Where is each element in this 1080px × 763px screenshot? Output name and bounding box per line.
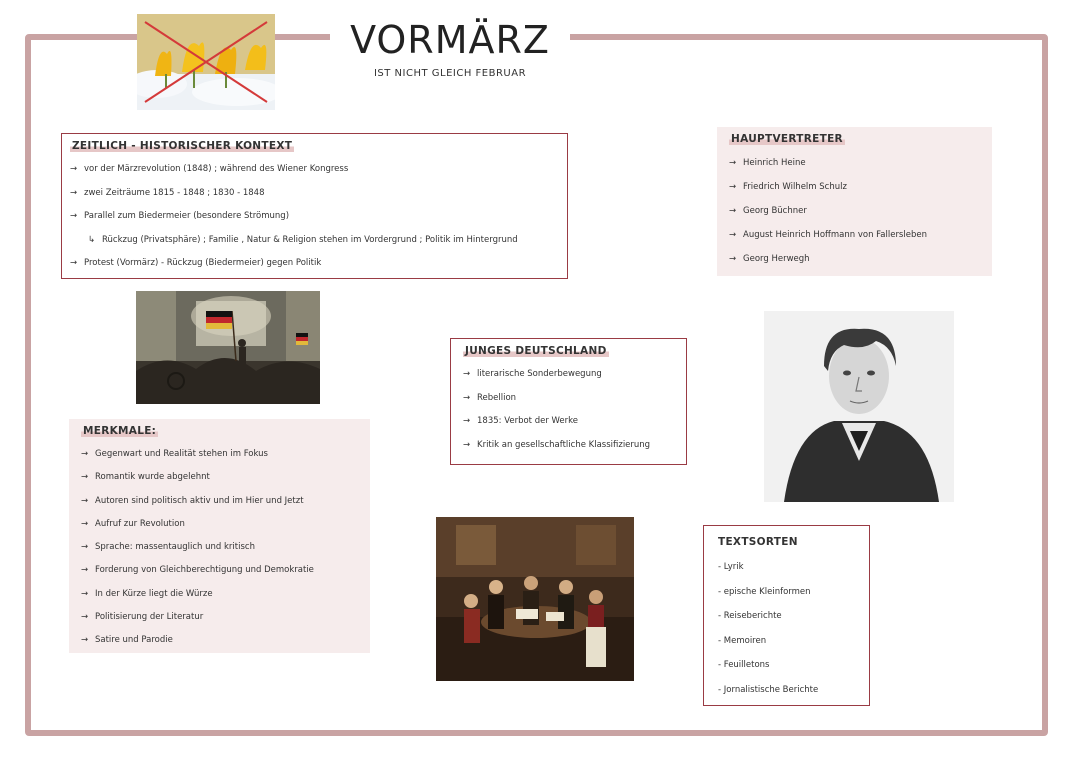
list-item: → Gegenwart und Realität stehen im Fokus — [81, 443, 362, 466]
list-item: - Feuilletons — [718, 660, 770, 670]
arrow-icon: → — [729, 158, 737, 168]
list-item: → literarische Sonderbewegung — [463, 363, 678, 387]
arrow-icon: → — [729, 182, 737, 192]
list-item: → vor der Märzrevolution (1848) ; während des Wiener Kongress — [70, 158, 559, 182]
arrow-icon: → — [81, 472, 89, 483]
list-item: → Protest (Vormärz) - Rückzug (Biedermeier) gegen Politik — [70, 252, 559, 276]
arrow-icon: → — [81, 635, 89, 646]
list-item: - Lyrik — [718, 562, 744, 572]
context-heading: ZEITLICH - HISTORISCHER KONTEXT — [72, 140, 293, 152]
list-item: → Satire und Parodie — [81, 629, 362, 652]
list-item: - Reiseberichte — [718, 611, 782, 621]
crossed-crocus-image — [137, 14, 275, 110]
list-item: → Rebellion — [463, 387, 678, 411]
arrow-icon: → — [463, 439, 471, 450]
young-germany-heading: JUNGES DEUTSCHLAND — [465, 345, 607, 357]
list-item: → Heinrich Heine — [729, 151, 984, 175]
list-item: → Politisierung der Literatur — [81, 606, 362, 629]
context-box — [61, 133, 568, 279]
list-item: → Georg Büchner — [729, 199, 984, 223]
page-title: VORMÄRZ — [330, 18, 570, 58]
list-item: - Jornalistische Berichte — [718, 684, 819, 695]
page-subtitle: IST NICHT GLEICH FEBRUAR — [373, 68, 527, 79]
arrow-icon: → — [70, 211, 78, 221]
list-item: → Aufruf zur Revolution — [81, 513, 362, 536]
list-item: - Memoiren — [718, 635, 767, 646]
arrow-icon: → — [81, 518, 89, 529]
list-item: → Georg Herwegh — [729, 247, 984, 271]
arrow-icon: → — [729, 254, 737, 264]
list-item: → zwei Zeiträume 1815 - 1848 ; 1830 - 1848 — [70, 182, 559, 206]
arrow-icon: → — [70, 164, 78, 174]
text-types-box — [703, 525, 870, 706]
main-authors-box — [717, 127, 992, 276]
list-item: ↳ Rückzug (Privatsphäre) ; Familie , Natur & Religion stehen im Vordergrund ; Politik im Hintergrund — [70, 229, 559, 253]
list-item: → Kritik an gesellschaftliche Klassifizierung — [463, 434, 678, 458]
list-item: → Forderung von Gleichberechtigung und Demokratie — [81, 559, 362, 582]
list-item: → In der Kürze liegt die Würze — [81, 583, 362, 606]
text-types-heading: TEXTSORTEN — [718, 536, 798, 548]
arrow-icon: → — [81, 542, 89, 553]
reading-room-painting — [436, 517, 634, 681]
young-germany-box — [450, 338, 687, 465]
features-box — [69, 419, 370, 653]
list-item: - epische Kleinformen — [718, 586, 811, 597]
arrow-icon: → — [81, 565, 89, 576]
main-authors-heading: HAUPTVERTRETER — [731, 133, 843, 145]
arrow-icon: → — [463, 392, 471, 403]
arrow-icon: → — [70, 258, 78, 268]
arrow-icon: → — [81, 588, 89, 599]
arrow-icon: → — [463, 416, 471, 426]
list-item: → Sprache: massentauglich und kritisch — [81, 536, 362, 559]
list-item: → Romantik wurde abgelehnt — [81, 466, 362, 489]
arrow-icon: → — [729, 230, 737, 240]
list-item: → Autoren sind politisch aktiv und im Hier und Jetzt — [81, 490, 362, 513]
list-item: → Parallel zum Biedermeier (besondere Strömung) — [70, 205, 559, 229]
arrow-icon: → — [70, 187, 78, 198]
arrow-icon: → — [729, 206, 737, 216]
sub-arrow-icon: ↳ — [88, 234, 96, 245]
arrow-icon: → — [81, 449, 89, 459]
features-heading: MERKMALE: — [83, 425, 157, 437]
list-item: → 1835: Verbot der Werke — [463, 410, 678, 434]
list-item: → Friedrich Wilhelm Schulz — [729, 175, 984, 199]
arrow-icon: → — [463, 369, 471, 379]
arrow-icon: → — [81, 612, 89, 623]
list-item: → August Heinrich Hoffmann von Fallersleben — [729, 223, 984, 247]
arrow-icon: → — [81, 495, 89, 506]
portrait-image — [764, 311, 954, 502]
revolution-painting — [136, 291, 320, 404]
